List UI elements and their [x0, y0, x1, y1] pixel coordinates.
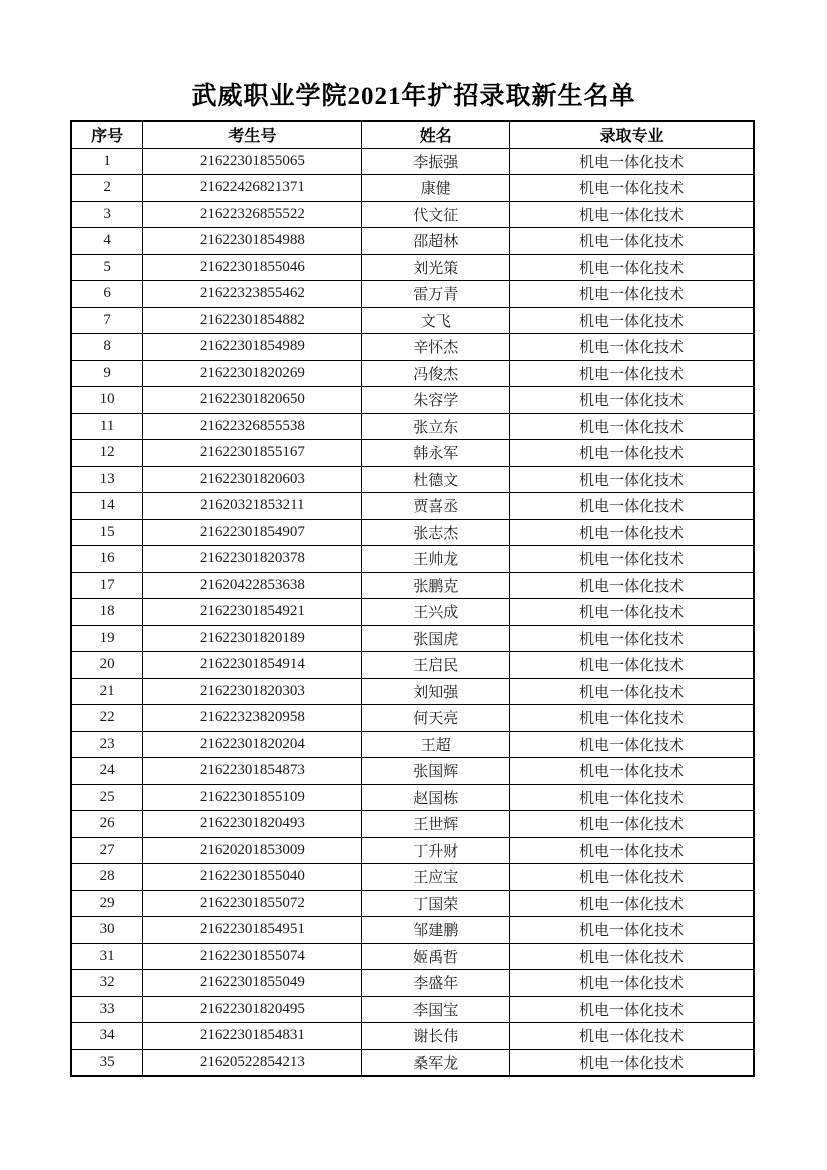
admitted-major-cell: 机电一体化技术	[509, 360, 754, 387]
row-number-cell: 15	[71, 519, 143, 546]
admitted-major-cell: 机电一体化技术	[509, 572, 754, 599]
table-row	[71, 1023, 754, 1050]
exam-number-cell: 21622301854873	[143, 758, 362, 785]
table-row	[71, 201, 754, 228]
student-name-cell: 李盛年	[362, 970, 510, 997]
table-row	[71, 440, 754, 467]
table-row	[71, 864, 754, 891]
admitted-major-cell: 机电一体化技术	[509, 996, 754, 1023]
admitted-major-cell: 机电一体化技术	[509, 1049, 754, 1076]
exam-number-cell: 21622301820603	[143, 466, 362, 493]
exam-number-cell: 21622301855072	[143, 890, 362, 917]
page-title: 武威职业学院2021年扩招录取新生名单	[191, 83, 636, 110]
admitted-major-cell: 机电一体化技术	[509, 970, 754, 997]
student-name-cell: 朱容学	[362, 387, 510, 414]
student-name-cell: 辛怀杰	[362, 334, 510, 361]
student-name-cell: 丁升财	[362, 837, 510, 864]
table-row	[71, 360, 754, 387]
admitted-major-cell: 机电一体化技术	[509, 784, 754, 811]
student-name-cell: 贾喜丞	[362, 493, 510, 520]
table-row	[71, 678, 754, 705]
exam-number-cell: 21622326855522	[143, 201, 362, 228]
table-row	[71, 705, 754, 732]
admitted-major-cell: 机电一体化技术	[509, 864, 754, 891]
admitted-major-cell: 机电一体化技术	[509, 599, 754, 626]
exam-number-cell: 21622301854989	[143, 334, 362, 361]
admitted-major-cell: 机电一体化技术	[509, 731, 754, 758]
row-number-cell: 12	[71, 440, 143, 467]
exam-number-cell: 21622301855167	[143, 440, 362, 467]
admitted-major-cell: 机电一体化技术	[509, 228, 754, 255]
table-row	[71, 254, 754, 281]
student-name-cell: 王超	[362, 731, 510, 758]
row-number-cell: 22	[71, 705, 143, 732]
exam-number-cell: 21622301820269	[143, 360, 362, 387]
admission-roster-table	[70, 120, 755, 1077]
row-number-cell: 35	[71, 1049, 143, 1076]
table-row	[71, 413, 754, 440]
row-number-cell: 1	[71, 148, 143, 175]
student-name-cell: 刘光策	[362, 254, 510, 281]
header-row	[71, 121, 754, 148]
student-name-cell: 冯俊杰	[362, 360, 510, 387]
row-number-cell: 6	[71, 281, 143, 308]
exam-number-cell: 21622301855109	[143, 784, 362, 811]
student-name-cell: 邹建鹏	[362, 917, 510, 944]
admitted-major-cell: 机电一体化技术	[509, 811, 754, 838]
exam-number-cell: 21620522854213	[143, 1049, 362, 1076]
student-name-cell: 张国辉	[362, 758, 510, 785]
row-number-cell: 4	[71, 228, 143, 255]
student-name-cell: 赵国栋	[362, 784, 510, 811]
admitted-major-cell: 机电一体化技术	[509, 546, 754, 573]
student-name-cell: 何天亮	[362, 705, 510, 732]
admitted-major-cell: 机电一体化技术	[509, 307, 754, 334]
table-row	[71, 1049, 754, 1076]
row-number-cell: 24	[71, 758, 143, 785]
student-name-cell: 王兴成	[362, 599, 510, 626]
student-name-cell: 李国宝	[362, 996, 510, 1023]
student-name-cell: 邵超林	[362, 228, 510, 255]
exam-number-cell: 21622301854882	[143, 307, 362, 334]
exam-number-cell: 21622301820378	[143, 546, 362, 573]
table-row	[71, 572, 754, 599]
admitted-major-cell: 机电一体化技术	[509, 440, 754, 467]
admitted-major-cell: 机电一体化技术	[509, 625, 754, 652]
exam-number-cell: 21622301820303	[143, 678, 362, 705]
exam-number-cell: 21622323855462	[143, 281, 362, 308]
row-number-cell: 17	[71, 572, 143, 599]
exam-number-cell: 21622301855040	[143, 864, 362, 891]
row-number-cell: 21	[71, 678, 143, 705]
admitted-major-cell: 机电一体化技术	[509, 1023, 754, 1050]
header-exam-number: 考生号	[143, 121, 362, 148]
student-name-cell: 王世辉	[362, 811, 510, 838]
student-name-cell: 张国虎	[362, 625, 510, 652]
row-number-cell: 23	[71, 731, 143, 758]
student-name-cell: 王启民	[362, 652, 510, 679]
admitted-major-cell: 机电一体化技术	[509, 148, 754, 175]
row-number-cell: 3	[71, 201, 143, 228]
row-number-cell: 16	[71, 546, 143, 573]
table-row	[71, 784, 754, 811]
row-number-cell: 5	[71, 254, 143, 281]
admitted-major-cell: 机电一体化技术	[509, 890, 754, 917]
student-name-cell: 桑军龙	[362, 1049, 510, 1076]
admitted-major-cell: 机电一体化技术	[509, 175, 754, 202]
row-number-cell: 7	[71, 307, 143, 334]
row-number-cell: 31	[71, 943, 143, 970]
student-name-cell: 张鹏克	[362, 572, 510, 599]
exam-number-cell: 21622301854988	[143, 228, 362, 255]
exam-number-cell: 21622301854914	[143, 652, 362, 679]
exam-number-cell: 21622301855049	[143, 970, 362, 997]
row-number-cell: 30	[71, 917, 143, 944]
exam-number-cell: 21622301854907	[143, 519, 362, 546]
row-number-cell: 8	[71, 334, 143, 361]
exam-number-cell: 21622301854831	[143, 1023, 362, 1050]
admitted-major-cell: 机电一体化技术	[509, 281, 754, 308]
row-number-cell: 28	[71, 864, 143, 891]
student-name-cell: 王应宝	[362, 864, 510, 891]
admitted-major-cell: 机电一体化技术	[509, 652, 754, 679]
exam-number-cell: 21622426821371	[143, 175, 362, 202]
exam-number-cell: 21622301854951	[143, 917, 362, 944]
admitted-major-cell: 机电一体化技术	[509, 466, 754, 493]
student-name-cell: 康健	[362, 175, 510, 202]
table-row	[71, 996, 754, 1023]
table-row	[71, 546, 754, 573]
table-row	[71, 387, 754, 414]
table-row	[71, 307, 754, 334]
exam-number-cell: 21622301855046	[143, 254, 362, 281]
row-number-cell: 14	[71, 493, 143, 520]
admitted-major-cell: 机电一体化技术	[509, 387, 754, 414]
table-row	[71, 228, 754, 255]
table-row	[71, 890, 754, 917]
table-row	[71, 466, 754, 493]
admitted-major-cell: 机电一体化技术	[509, 837, 754, 864]
table-row	[71, 493, 754, 520]
exam-number-cell: 21620422853638	[143, 572, 362, 599]
table-row	[71, 811, 754, 838]
student-name-cell: 代文征	[362, 201, 510, 228]
row-number-cell: 13	[71, 466, 143, 493]
table-row	[71, 652, 754, 679]
admitted-major-cell: 机电一体化技术	[509, 917, 754, 944]
header-student-name: 姓名	[362, 121, 510, 148]
table-row	[71, 758, 754, 785]
student-name-cell: 张志杰	[362, 519, 510, 546]
row-number-cell: 10	[71, 387, 143, 414]
student-name-cell: 刘知强	[362, 678, 510, 705]
table-row	[71, 334, 754, 361]
admitted-major-cell: 机电一体化技术	[509, 334, 754, 361]
row-number-cell: 20	[71, 652, 143, 679]
student-name-cell: 王帅龙	[362, 546, 510, 573]
admitted-major-cell: 机电一体化技术	[509, 705, 754, 732]
row-number-cell: 19	[71, 625, 143, 652]
student-name-cell: 张立东	[362, 413, 510, 440]
student-name-cell: 韩永军	[362, 440, 510, 467]
exam-number-cell: 21620321853211	[143, 493, 362, 520]
row-number-cell: 34	[71, 1023, 143, 1050]
student-name-cell: 李振强	[362, 148, 510, 175]
row-number-cell: 25	[71, 784, 143, 811]
row-number-cell: 33	[71, 996, 143, 1023]
table-row	[71, 519, 754, 546]
admitted-major-cell: 机电一体化技术	[509, 413, 754, 440]
row-number-cell: 9	[71, 360, 143, 387]
exam-number-cell: 21622301855074	[143, 943, 362, 970]
exam-number-cell: 21622301820493	[143, 811, 362, 838]
table-row	[71, 281, 754, 308]
row-number-cell: 32	[71, 970, 143, 997]
student-name-cell: 姬禹哲	[362, 943, 510, 970]
admitted-major-cell: 机电一体化技术	[509, 758, 754, 785]
exam-number-cell: 21622301820650	[143, 387, 362, 414]
table-row	[71, 837, 754, 864]
admitted-major-cell: 机电一体化技术	[509, 678, 754, 705]
table-row	[71, 917, 754, 944]
exam-number-cell: 21622301854921	[143, 599, 362, 626]
admitted-major-cell: 机电一体化技术	[509, 943, 754, 970]
student-name-cell: 雷万青	[362, 281, 510, 308]
row-number-cell: 26	[71, 811, 143, 838]
exam-number-cell: 21622301820189	[143, 625, 362, 652]
row-number-cell: 29	[71, 890, 143, 917]
row-number-cell: 27	[71, 837, 143, 864]
table-row	[71, 148, 754, 175]
row-number-cell: 11	[71, 413, 143, 440]
admitted-major-cell: 机电一体化技术	[509, 201, 754, 228]
student-name-cell: 杜德文	[362, 466, 510, 493]
header-admitted-major: 录取专业	[509, 121, 754, 148]
table-row	[71, 731, 754, 758]
header-row-number: 序号	[71, 121, 143, 148]
student-name-cell: 丁国荣	[362, 890, 510, 917]
table-row	[71, 970, 754, 997]
row-number-cell: 18	[71, 599, 143, 626]
table-row	[71, 599, 754, 626]
row-number-cell: 2	[71, 175, 143, 202]
admitted-major-cell: 机电一体化技术	[509, 254, 754, 281]
table-row	[71, 175, 754, 202]
exam-number-cell: 21622301820495	[143, 996, 362, 1023]
admitted-major-cell: 机电一体化技术	[509, 493, 754, 520]
exam-number-cell: 21622323820958	[143, 705, 362, 732]
admitted-major-cell: 机电一体化技术	[509, 519, 754, 546]
exam-number-cell: 21622301855065	[143, 148, 362, 175]
exam-number-cell: 21622301820204	[143, 731, 362, 758]
student-name-cell: 文飞	[362, 307, 510, 334]
student-name-cell: 谢长伟	[362, 1023, 510, 1050]
exam-number-cell: 21620201853009	[143, 837, 362, 864]
exam-number-cell: 21622326855538	[143, 413, 362, 440]
table-row	[71, 943, 754, 970]
table-row	[71, 625, 754, 652]
